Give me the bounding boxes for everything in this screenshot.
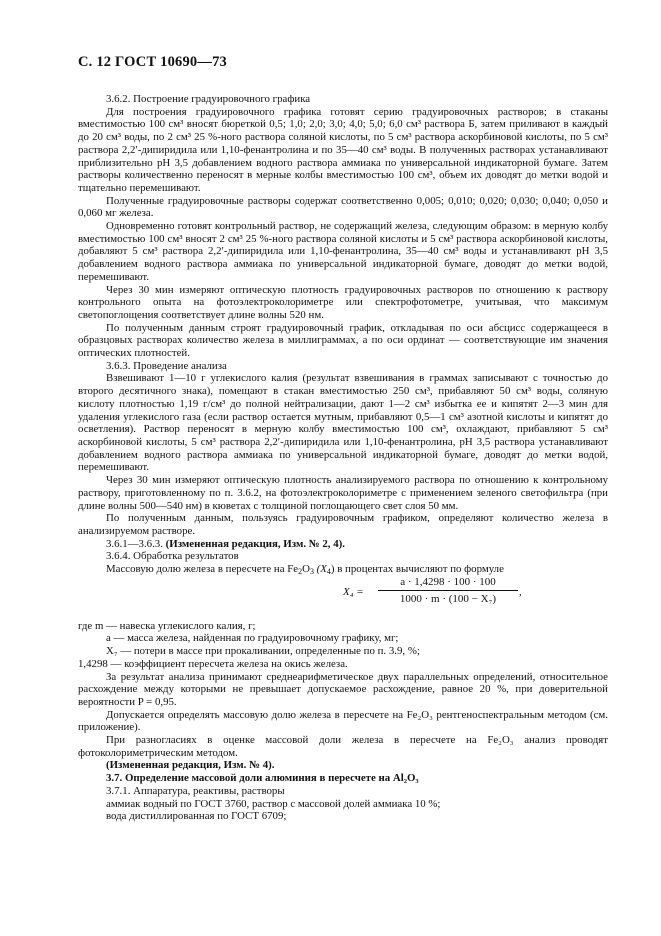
reagent-item: вода дистиллированная по ГОСТ 6709; (106, 810, 287, 823)
paragraph: Через 30 мин измеряют оптическую плотность анализируемого раствора по отношению к контрольному раствору, приготовленному по п. 3.6.2, на фотоэлектроколориметре с применением зеленого светофильтра (при длине волны 500—540 нм) в кюветах с толщиной поглощающего свет слоя 50 мм. (78, 474, 608, 512)
paragraph: Полученные градуировочные растворы содержат соответственно 0,005; 0,010; 0,020; 0,030; 0,040; 0,050 и 0,060 мг железа. (78, 194, 608, 220)
section-heading-3-7: 3.7. Определение массовой доли алюминия в пересчете на Al₂O₃ (106, 772, 419, 785)
formula-numerator: a · 1,4298 · 100 · 100 (378, 576, 518, 592)
paragraph: Взвешивают 1—10 г углекислого калия (результат взвешивания в граммах записывают с точностью до второго десятичного знака), помещают в стакан вместимостью 250 см³, прибавляют 50 см³ воды, соляную кислоту плотностью 1,19 г/см³ до полной нейтрализации, дают 1—2 см³ избытка ее и кипятят 2—3 мин для удаления углекислого газа (если раствор остается мутным, прибавляют 0,5—1 см³ азотной кислоты и кипятят до осветления). Раствор переносят в мерную колбу вместимостью 100 см³, охлаждают, прибавляют 5 см³ аскорбиновой кислоты, 5 см³ раствора 2,2′-дипиридила или 1,10-фенантролина, pH 3,5 раствора устанавливают добавлением водного раствора аммиака по универсальной индикаторной бумаге, доводят до метки водой, перемешивают. (78, 372, 608, 474)
formula-comma: , (519, 585, 522, 598)
definition-coefficient: 1,4298 — коэффициент пересчета железа на окись железа. (78, 657, 348, 670)
page-header: С. 12 ГОСТ 10690—73 (78, 54, 227, 70)
definition-a: a — масса железа, найденная по градуировочному графику, мг; (106, 632, 399, 645)
paragraph: За результат анализа принимают среднеарифметическое двух параллельных определений, относительное расхождение между которыми не превышает допускаемое расхождение, равное 20 %, при доверительной вероятности P = 0,95. (78, 670, 608, 708)
paragraph: Одновременно готовят контрольный раствор, не содержащий железа, следующим образом: в мерную колбу вместимостью 100 см³ вносят 2 см³ 25 %-ного раствора соляной кислоты и 5 см³ раствора аскорбиновой кислоты, добавляют 5 см³ раствора 2,2′-дипиридила или 1,10-фенантролина, 35—40 см³ воды и устанавливают pH 3,5 добавлением водного раствора аммиака по универсальной индикаторной бумаге, доводят до метки водой, перемешивают. (78, 220, 608, 283)
amendment-note: (Измененная редакция, Изм. № 4). (106, 759, 275, 772)
paragraph: По полученным данным строят градуировочный график, откладывая по оси абсцисс содержащееся в образцовых растворах количество железа в миллиграммах, а по оси ординат — соответствующие им значения оптических плотностей. (78, 321, 608, 360)
definition-m: где m — навеска углекислого калия, г; (78, 619, 256, 632)
reagent-item: аммиак водный по ГОСТ 3760, раствор с массовой долей аммиака 10 %; (106, 797, 441, 810)
amendment-note (78, 538, 608, 551)
paragraph: При разногласиях в оценке массовой доли железа в пересчете на Fe₂O₃ анализ проводят фотоколориметрическим методом. (78, 734, 608, 759)
paragraph: Для построения градуировочного графика готовят серию градуировочных растворов; в стаканы вместимостью 100 см³ вносят бюреткой 0,5; 1,0; 2,0; 3,0; 4,0; 5,0; 6,0 см³ раствора Б, затем приливают в каждый до 20 см³ воды, по 2 см³ 25 %-ного раствора соляной кислоты, по 5 см³ раствора аскорбиновой кислоты, по 5 см³ раствора 2,2′-дипиридила или 1,10-фенантролина и по 35—40 см³ воды. В полученных растворах устанавливают приблизительно pH 3,5 добавлением водного раствора аммиака по универсальной индикаторной бумаге. Затем растворы количественно переносят в мерные колбы вместимостью 100 см³, объем их доводят до метки водой и тщательно перемешивают. (78, 105, 608, 194)
amendment-label: (Измененная редакция, Изм. № 2, 4). (165, 537, 345, 550)
paragraph: По полученным данным, пользуясь градуировочным графиком, определяют количество железа в анализируемом растворе. (78, 512, 608, 537)
formula-denominator: 1000 · m · (100 − X₇) (399, 593, 497, 606)
formula-fraction (378, 576, 518, 606)
paragraph: Через 30 мин измеряют оптическую плотность градуировочных растворов по отношению к раствору контрольного опыта на фотоэлектроколориметре или спектрофотометре, учитывая, что максимум светопоглощения соответствует длине волны 520 нм. (78, 283, 608, 321)
section-heading-3-6-2: 3.6.2. Построение градуировочного графика (106, 93, 311, 105)
paragraph: Допускается определять массовую долю железа в пересчете на Fe₂O₃ рентгеноспектральным методом (см. приложение). (78, 708, 608, 734)
document-body (78, 93, 608, 823)
iron-formula (78, 576, 608, 620)
section-heading-3-6-4: 3.6.4. Обработка результатов (106, 550, 239, 563)
formula-lhs: X₄ = (343, 585, 364, 598)
formula-intro: Массовую долю железа в пересчете на $Fe_2O_3$ $(X_4)$ в процентах вычисляют по формуле (106, 563, 504, 577)
section-heading-3-6-3: 3.6.3. Проведение анализа (106, 359, 227, 372)
amendment-ref: 3.6.1—3.6.3. (106, 537, 163, 550)
section-heading-3-7-1: 3.7.1. Аппаратура, реактивы, растворы (106, 784, 285, 797)
definition-x7: X₇ — потери в массе при прокаливании, определенные по п. 3.9, %; (106, 645, 420, 658)
